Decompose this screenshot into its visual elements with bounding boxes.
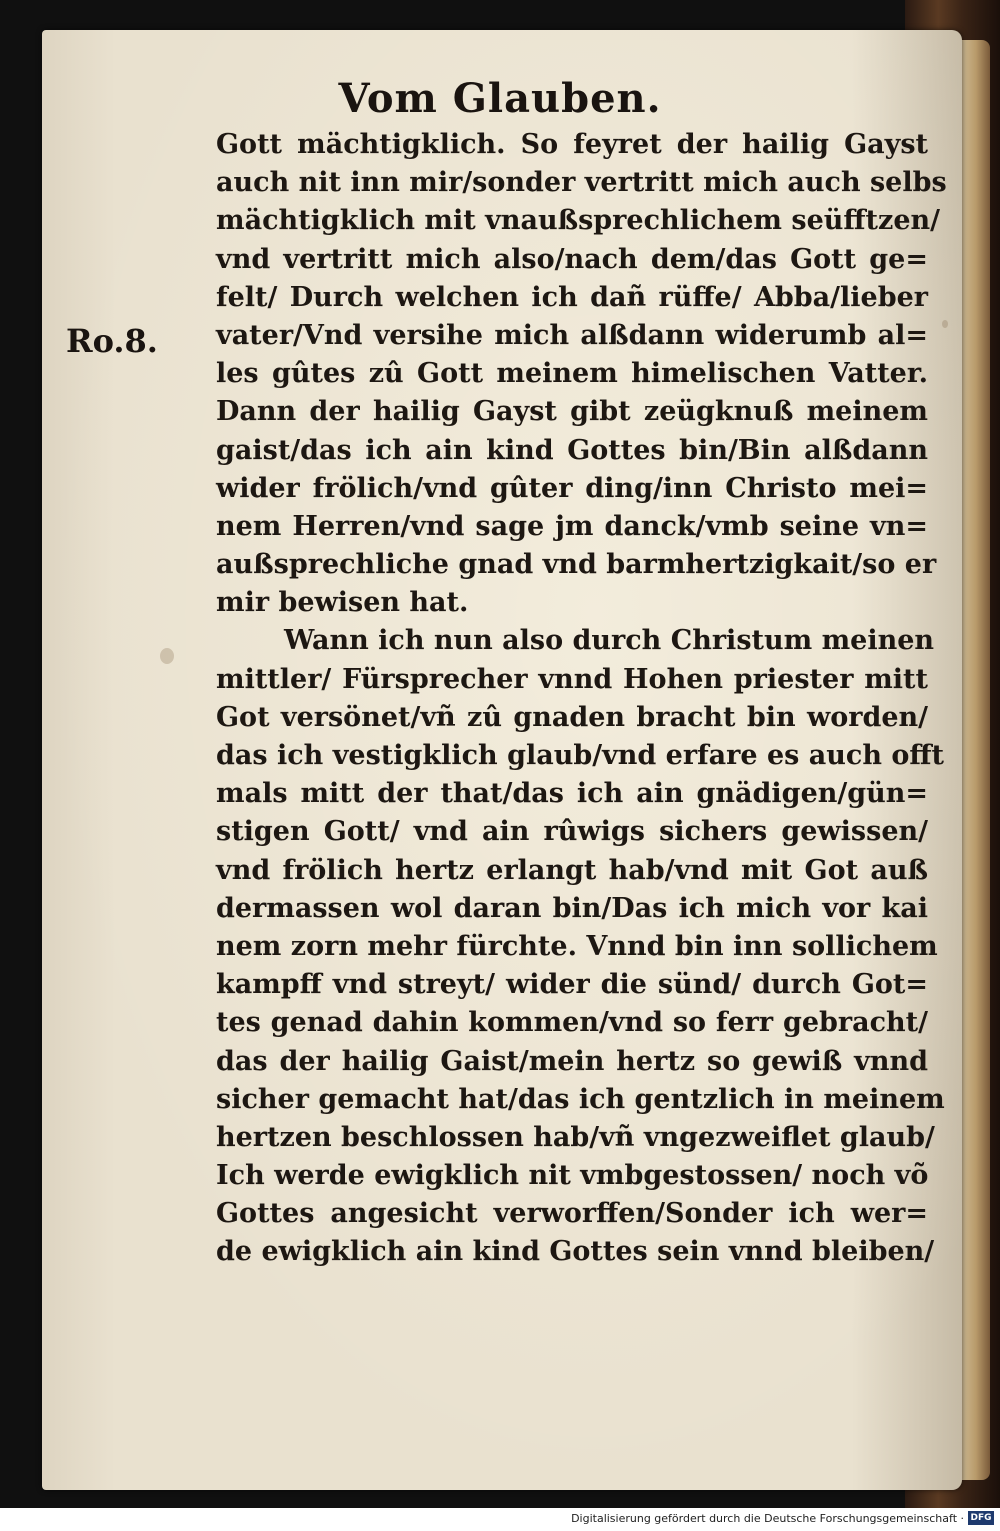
text-line: stigen Gott/ vnd ain rûwigs sichers gewissen/: [216, 816, 928, 848]
text-line: Dann der hailig Gayst gibt zeügknuß meinem: [216, 396, 928, 428]
text-line: Got versönet/vñ zû gnaden bracht bin worden/: [216, 701, 928, 733]
text-line: sicher gemacht hat/das ich gentzlich in meinem: [216, 1083, 945, 1115]
text-line: dermassen wol daran bin/Das ich mich vor kai: [216, 892, 928, 924]
text-line: vnd frölich hertz erlangt hab/vnd mit Got auß: [216, 854, 928, 886]
text-line: nem zorn mehr fürchte. Vnnd bin inn sollichem: [216, 930, 938, 962]
text-line: mals mitt der that/das ich ain gnädigen/gün=: [216, 778, 928, 810]
text-line: nem Herren/vnd sage jm danck/vmb seine vn=: [216, 510, 928, 542]
text-line: das ich vestigklich glaub/vnd erfare es auch offt: [216, 740, 944, 771]
text-line: de ewigklich ain kind Gottes sein vnnd bleiben/: [216, 1236, 935, 1268]
text-line: vnd vertritt mich also/nach dem/das Gott ge=: [216, 243, 928, 275]
text-line: kampff vnd streyt/ wider die sünd/ durch Got=: [216, 969, 928, 1001]
text-line: tes genad dahin kommen/vnd so ferr gebracht/: [216, 1007, 928, 1039]
funding-credit: Digitalisierung gefördert durch die Deutsche Forschungsgemeinschaft ·: [571, 1512, 964, 1525]
text-line: das der hailig Gaist/mein hertz so gewiß vnnd: [216, 1045, 928, 1077]
text-line: les gûtes zû Gott meinem himelischen Vatter.: [216, 358, 928, 390]
text-line: vater/Vnd versihe mich alßdann widerumb al=: [216, 319, 928, 351]
dfg-logo: DFG: [968, 1511, 994, 1525]
text-line: hertzen beschlossen hab/vñ vngezweiflet glaub/: [216, 1121, 935, 1153]
text-line: mittler/ Fürsprecher vnnd Hohen priester mitt: [216, 663, 928, 695]
text-line: Ich werde ewigklich nit vmbgestossen/ noch võ: [216, 1160, 929, 1192]
text-block: [216, 126, 947, 1272]
text-line: gaist/das ich ain kind Gottes bin/Bin alßdann: [216, 434, 928, 466]
text-line: auch nit inn mir/sonder vertritt mich auch selbs: [216, 167, 947, 199]
running-head: Vom Glauben.: [338, 75, 662, 122]
text-line: Gottes angesicht verworffen/Sonder ich wer=: [216, 1198, 928, 1230]
text-line: außsprechliche gnad vnd barmhertzigkait/so er: [216, 549, 937, 581]
paper-stain: [160, 648, 174, 664]
text-line: mächtigklich mit vnaußsprechlichem seüfftzen/: [216, 205, 941, 237]
text-line: mir bewisen hat.: [216, 587, 469, 619]
text-line: felt/ Durch welchen ich dañ rüffe/ Abba/lieber: [216, 281, 928, 313]
text-line: Gott mächtigklich. So feyret der hailig Gayst: [216, 129, 928, 160]
marginal-note: Ro.8.: [66, 322, 158, 360]
text-line: Wann ich nun also durch Christum meinen: [284, 625, 935, 657]
text-line: wider frölich/vnd gûter ding/inn Christo mei=: [216, 472, 928, 504]
paper-stain: [942, 320, 948, 328]
